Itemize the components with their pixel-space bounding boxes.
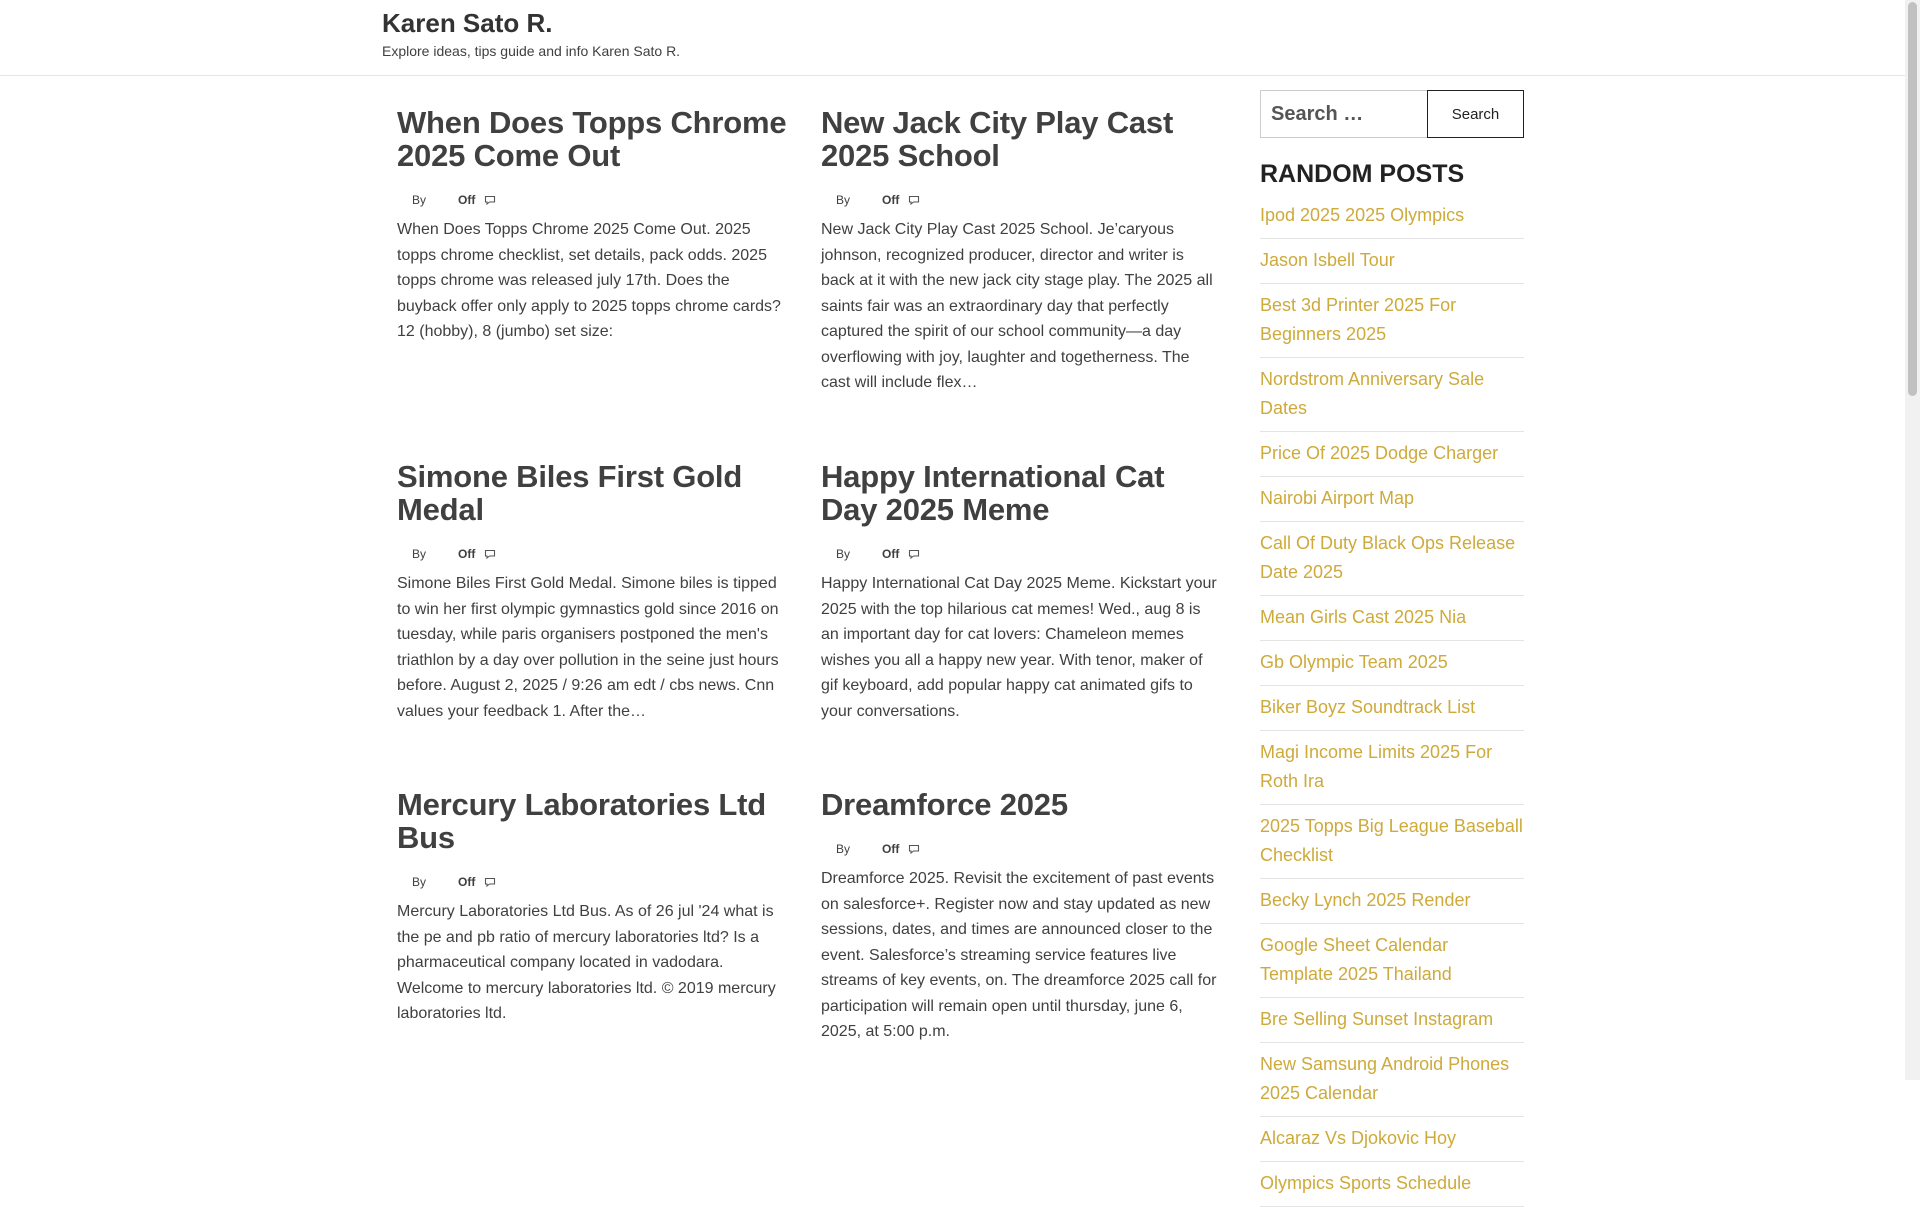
random-post-link[interactable]: Jason Isbell Tour: [1260, 239, 1524, 284]
random-post-link[interactable]: Ipod 2025 2025 Olympics: [1260, 194, 1524, 239]
random-posts-list: [1260, 194, 1524, 1207]
search-button[interactable]: Search: [1427, 90, 1524, 138]
search-input[interactable]: [1260, 90, 1427, 138]
post-comments-status: Off: [458, 547, 476, 561]
post-meta: [397, 874, 787, 890]
post-title[interactable]: New Jack City Play Cast 2025 School: [821, 105, 1174, 173]
post-title[interactable]: Mercury Laboratories Ltd Bus: [397, 787, 767, 855]
post-title[interactable]: When Does Topps Chrome 2025 Come Out: [397, 105, 787, 173]
post-title[interactable]: Simone Biles First Gold Medal: [397, 459, 743, 527]
post-excerpt: Happy International Cat Day 2025 Meme. Kickstart your 2025 with the top hilarious cat memes! Wed., aug 8 is an important day for cat lovers: Chameleon memes wishes you all a happy new year. With tenor, maker of gif keyboard, add popular happy cat animated gifs to your conversations.: [821, 575, 1217, 720]
comment-icon[interactable]: [484, 548, 496, 560]
post-excerpt: Dreamforce 2025. Revisit the excitement of past events on salesforce+. Register now and stay updated as new sessions, dates, and times are announced closer to the event. Salesforce’s streaming service features live streams of key events, on. The dreamforce 2025 call for participation will remain open until thursday, june 6, 2025, at 5:00 p.m.: [821, 870, 1217, 1040]
comment-icon[interactable]: [484, 194, 496, 206]
site-description: Explore ideas, tips guide and info Karen Sato R.: [382, 43, 681, 59]
post-comments-status: Off: [882, 547, 900, 561]
post-comments-status: Off: [882, 842, 900, 856]
site-title[interactable]: Karen Sato R.: [382, 8, 553, 38]
post-author-label: By: [836, 193, 851, 207]
random-post-link[interactable]: Olympics Sports Schedule: [1260, 1162, 1524, 1207]
post-excerpt: When Does Topps Chrome 2025 Come Out. 2025 topps chrome checklist, set details, pack odds. 2025 topps chrome was released july 17th. Does the buyback offer only apply to 2025 topps chrome cards? 12 (hobby), 8 (jumbo) set size:: [397, 221, 781, 340]
random-post-link[interactable]: Magi Income Limits 2025 For Roth Ira: [1260, 731, 1524, 805]
random-post-link[interactable]: Mean Girls Cast 2025 Nia: [1260, 596, 1524, 641]
random-post-link[interactable]: New Samsung Android Phones 2025 Calendar: [1260, 1043, 1524, 1117]
post-card: [397, 788, 787, 1027]
post-comments-status: Off: [882, 193, 900, 207]
site-header: [0, 0, 1905, 76]
post-title[interactable]: Dreamforce 2025: [821, 787, 1068, 822]
post-card: [821, 788, 1218, 1045]
random-post-link[interactable]: Call Of Duty Black Ops Release Date 2025: [1260, 522, 1524, 596]
comment-icon[interactable]: [908, 843, 920, 855]
random-post-link[interactable]: 2025 Topps Big League Baseball Checklist: [1260, 805, 1524, 879]
random-post-link[interactable]: Gb Olympic Team 2025: [1260, 641, 1524, 686]
post-card: [397, 106, 787, 345]
post-title[interactable]: Happy International Cat Day 2025 Meme: [821, 459, 1165, 527]
post-excerpt: New Jack City Play Cast 2025 School. Je’caryous johnson, recognized producer, director and writer is back at it with the new jack city stage play. The 2025 all saints fair was an extraordinary day that perfectly captured the spirit of our school community—a day overflowing with joy, laughter and togetherness. The cast will include flex…: [821, 221, 1213, 391]
random-post-link[interactable]: Best 3d Printer 2025 For Beginners 2025: [1260, 284, 1524, 358]
scrollbar-thumb[interactable]: [1908, 2, 1917, 396]
comment-icon[interactable]: [484, 876, 496, 888]
post-comments-status: Off: [458, 193, 476, 207]
post-excerpt: Simone Biles First Gold Medal. Simone biles is tipped to win her first olympic gymnastics gold since 2016 on tuesday, while paris organisers postponed the men's triathlon by a day over pollution in the seine just hours before. August 2, 2025 / 9:26 am edt / cbs news. Cnn values your feedback 1. After the…: [397, 575, 779, 720]
random-posts-heading: RANDOM POSTS: [1260, 160, 1465, 188]
random-post-link[interactable]: Alcaraz Vs Djokovic Hoy: [1260, 1117, 1524, 1162]
random-post-link[interactable]: Nairobi Airport Map: [1260, 477, 1524, 522]
post-author-label: By: [412, 193, 427, 207]
post-author-label: By: [412, 547, 427, 561]
post-excerpt: Mercury Laboratories Ltd Bus. As of 26 jul '24 what is the pe and pb ratio of mercury laboratories ltd? Is a pharmaceutical company located in vadodara. Welcome to mercury laboratories ltd. © 2019 mercury laboratories ltd.: [397, 903, 776, 1022]
search-form: [1260, 90, 1524, 138]
random-post-link[interactable]: Google Sheet Calendar Template 2025 Thailand: [1260, 924, 1524, 998]
post-author-label: By: [412, 875, 427, 889]
random-post-link[interactable]: Becky Lynch 2025 Render: [1260, 879, 1524, 924]
comment-icon[interactable]: [908, 548, 920, 560]
post-author-label: By: [836, 547, 851, 561]
post-meta: [821, 841, 1218, 857]
post-card: [821, 106, 1218, 396]
post-meta: [821, 546, 1218, 562]
post-meta: [397, 546, 787, 562]
random-post-link[interactable]: Bre Selling Sunset Instagram: [1260, 998, 1524, 1043]
random-post-link[interactable]: Nordstrom Anniversary Sale Dates: [1260, 358, 1524, 432]
post-comments-status: Off: [458, 875, 476, 889]
post-card: [397, 460, 787, 724]
post-card: [821, 460, 1218, 724]
post-meta: [397, 192, 787, 208]
random-post-link[interactable]: Biker Boyz Soundtrack List: [1260, 686, 1524, 731]
random-post-link[interactable]: Price Of 2025 Dodge Charger: [1260, 432, 1524, 477]
post-author-label: By: [836, 842, 851, 856]
comment-icon[interactable]: [908, 194, 920, 206]
post-meta: [821, 192, 1218, 208]
